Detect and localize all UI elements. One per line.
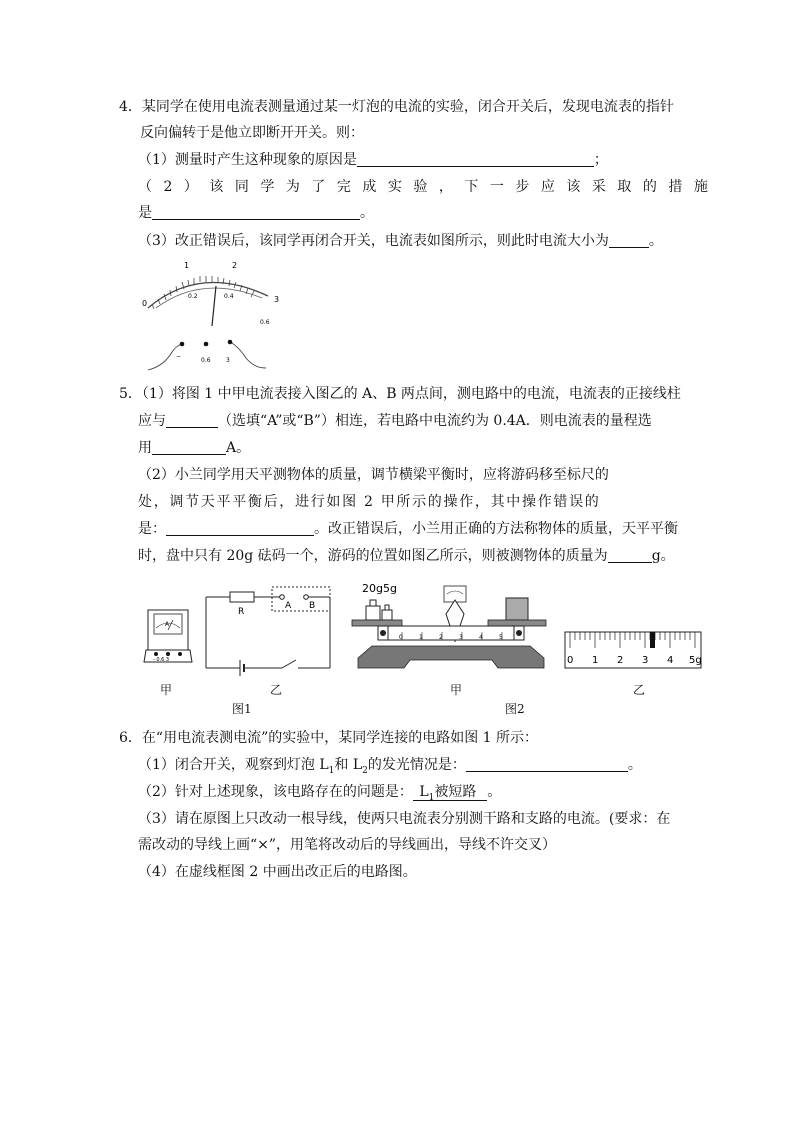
q4-part2-end: 。 — [360, 205, 374, 221]
rider-scale-4: 4 — [667, 655, 674, 666]
q6-part3-line2: 需改动的导线上画“×”，用笔将改动后的导线画出，导线不许交叉） — [138, 837, 557, 853]
q6-part4: （4）在虚线框图 2 中画出改正后的电路图。 — [138, 864, 417, 880]
q5-l2b: （选填“A”或“B”）相连，若电路中电流约为 0.4A．则电流表的量程选 — [218, 413, 652, 429]
q6-number: 6． — [119, 730, 142, 746]
q5-l3b: A。 — [226, 440, 251, 456]
meter-label-04: 0.4 — [224, 293, 234, 300]
q4-stem-line1 — [119, 98, 674, 116]
q5-rider-scale-figure — [563, 630, 705, 672]
q5-line5 — [138, 493, 601, 511]
q4-part3-blank[interactable] — [609, 233, 649, 248]
q4-part3-end: 。 — [648, 233, 663, 249]
fig1-jia-caption: 甲 — [160, 683, 173, 697]
q6-part1 — [138, 756, 642, 780]
q6-p2a: （2）针对上述现象，该电路存在的问题是： — [138, 784, 413, 800]
q4-number: 4． — [119, 99, 142, 115]
beam-scale-2: 2 — [439, 634, 443, 641]
q6-p1-sub1: 1 — [328, 765, 335, 776]
meter-label-02: 0.2 — [188, 293, 198, 300]
terminal-minus: − — [176, 353, 182, 360]
q6-p2-ans-sub: 1 — [428, 792, 435, 803]
fig2-yi-caption: 乙 — [633, 683, 646, 697]
rider — [650, 632, 655, 648]
q4-part1 — [138, 151, 608, 169]
beam-scale-4: 4 — [479, 634, 483, 641]
q5-line7 — [138, 547, 675, 565]
beam-scale-5: 5 — [499, 634, 503, 641]
q5-l6b: 。改正错误后，小兰用正确的方法称物体的质量，天平平衡 — [314, 521, 678, 537]
q5-l3a: 用 — [138, 440, 152, 456]
q6-p2-ans-a: L — [419, 784, 429, 800]
meter-label-1: 1 — [184, 261, 190, 270]
terminal-3: 3 — [226, 357, 230, 364]
q4-part2-line2 — [138, 204, 374, 222]
q4-ammeter-figure — [138, 256, 288, 374]
q6-p1-sub2: 2 — [362, 765, 368, 776]
q5-line3 — [138, 439, 250, 457]
q5-number: 5． — [119, 386, 142, 402]
meter-label-06: 0.6 — [260, 319, 270, 326]
q5-balance-figure — [348, 580, 556, 680]
rider-scale-3: 3 — [642, 655, 649, 666]
q6-p2-end: 。 — [487, 784, 502, 800]
q6-stem-text: 在“用电流表测电流”的实验中，某同学连接的电路如图 1 所示： — [141, 730, 539, 746]
terminal-06: 0.6 — [201, 357, 211, 364]
beam-scale-0: 0 — [399, 634, 403, 641]
q6-stem — [119, 729, 538, 747]
q4-stem-line2: 反向偏转于是他立即断开开关。则： — [140, 125, 364, 141]
meter-label-3: 3 — [274, 295, 280, 304]
weights-label: 20g5g — [362, 582, 397, 595]
q5-line4: （2）小兰同学用天平测物体的质量，调节横梁平衡时，应将游码移至标尺的 — [138, 467, 609, 483]
rider-scale-0: 0 — [567, 655, 574, 666]
fig1-yi-caption: 乙 — [270, 683, 283, 697]
q4-part1-text: （1）测量时产生这种现象的原因是 — [138, 152, 357, 168]
fig2-jia-caption: 甲 — [450, 683, 463, 697]
fig1-caption: 图1 — [232, 702, 252, 716]
q5-blank-range[interactable] — [152, 440, 226, 455]
q4-part1-end: ； — [593, 152, 608, 168]
rider-scale-2: 2 — [617, 655, 624, 666]
q5-figure1 — [140, 580, 345, 692]
meter-label-0: 0 — [142, 299, 148, 308]
ammeter-terminal-labels: - 0.6 3 — [153, 657, 170, 663]
q6-part3-line1: （3）请在原图上只改动一根导线，使两只电流表分别测干路和支路的电流。(要求：在 — [138, 811, 671, 827]
rider-scale-5: 5g — [689, 655, 702, 666]
ammeter-needle — [212, 286, 216, 326]
q5-blank-error[interactable] — [166, 521, 314, 536]
q4-part2-prefix: 是 — [138, 205, 152, 221]
q4-part1-blank[interactable] — [357, 152, 594, 167]
meter-label-2: 2 — [232, 261, 238, 270]
point-B-label: B — [309, 601, 316, 611]
q5-line2 — [138, 412, 652, 430]
q5-l6a: 是： — [138, 521, 166, 537]
beam-scale-3: 3 — [459, 634, 463, 641]
q5-l1: （1）将图 1 中甲电流表接入图乙的 A、B 两点间，测电路中的电流，电流表的正接线柱 — [141, 386, 681, 402]
q4-stem-a: 某同学在使用电流表测量通过某一灯泡的电流的实验，闭合开关后，发现电流表的指针 — [141, 99, 674, 115]
ammeter-device — [144, 610, 192, 663]
q4-part2-line1: （2）该同学为了完成实验，下一步应该采取的措施 — [138, 179, 720, 195]
q5-l2a: 应与 — [138, 413, 166, 429]
q5-line1 — [119, 385, 681, 403]
q5-l5: 处，调节天平平衡后，进行如图 2 甲所示的操作，其中操作错误的 — [138, 494, 601, 510]
q4-part3 — [138, 232, 663, 250]
q5-l7b: g。 — [651, 548, 675, 564]
ammeter-A-label: A — [165, 621, 170, 628]
q6-p1-end: 。 — [627, 757, 642, 773]
q5-l7a: 时，盘中只有 20g 砝码一个，游码的位置如图乙所示，则被测物体的质量为 — [138, 548, 608, 564]
rider-scale-1: 1 — [592, 655, 599, 666]
q6-p2-ans-b: 被短路 — [434, 784, 477, 800]
q6-part2-answer — [413, 784, 487, 801]
q5-blank-mass[interactable] — [608, 548, 652, 563]
q6-p1c: 的发光情况是： — [367, 757, 466, 773]
q6-p1b: 和 L — [334, 757, 363, 773]
q4-part2-blank[interactable] — [152, 205, 360, 220]
q5-line6 — [138, 520, 678, 538]
fig2-caption: 图2 — [505, 702, 525, 716]
q6-part2 — [138, 783, 501, 807]
resistor-R-label: R — [238, 607, 245, 617]
q6-p1a: （1）闭合开关，观察到灯泡 L — [138, 757, 329, 773]
q5-blank-terminal[interactable] — [166, 413, 218, 428]
point-A-label: A — [285, 601, 292, 611]
q4-part3-text: （3）改正错误后，该同学再闭合开关，电流表如图所示，则此时电流大小为 — [138, 233, 609, 249]
q6-part1-blank[interactable] — [466, 757, 628, 772]
beam-scale-1: 1 — [419, 634, 423, 641]
